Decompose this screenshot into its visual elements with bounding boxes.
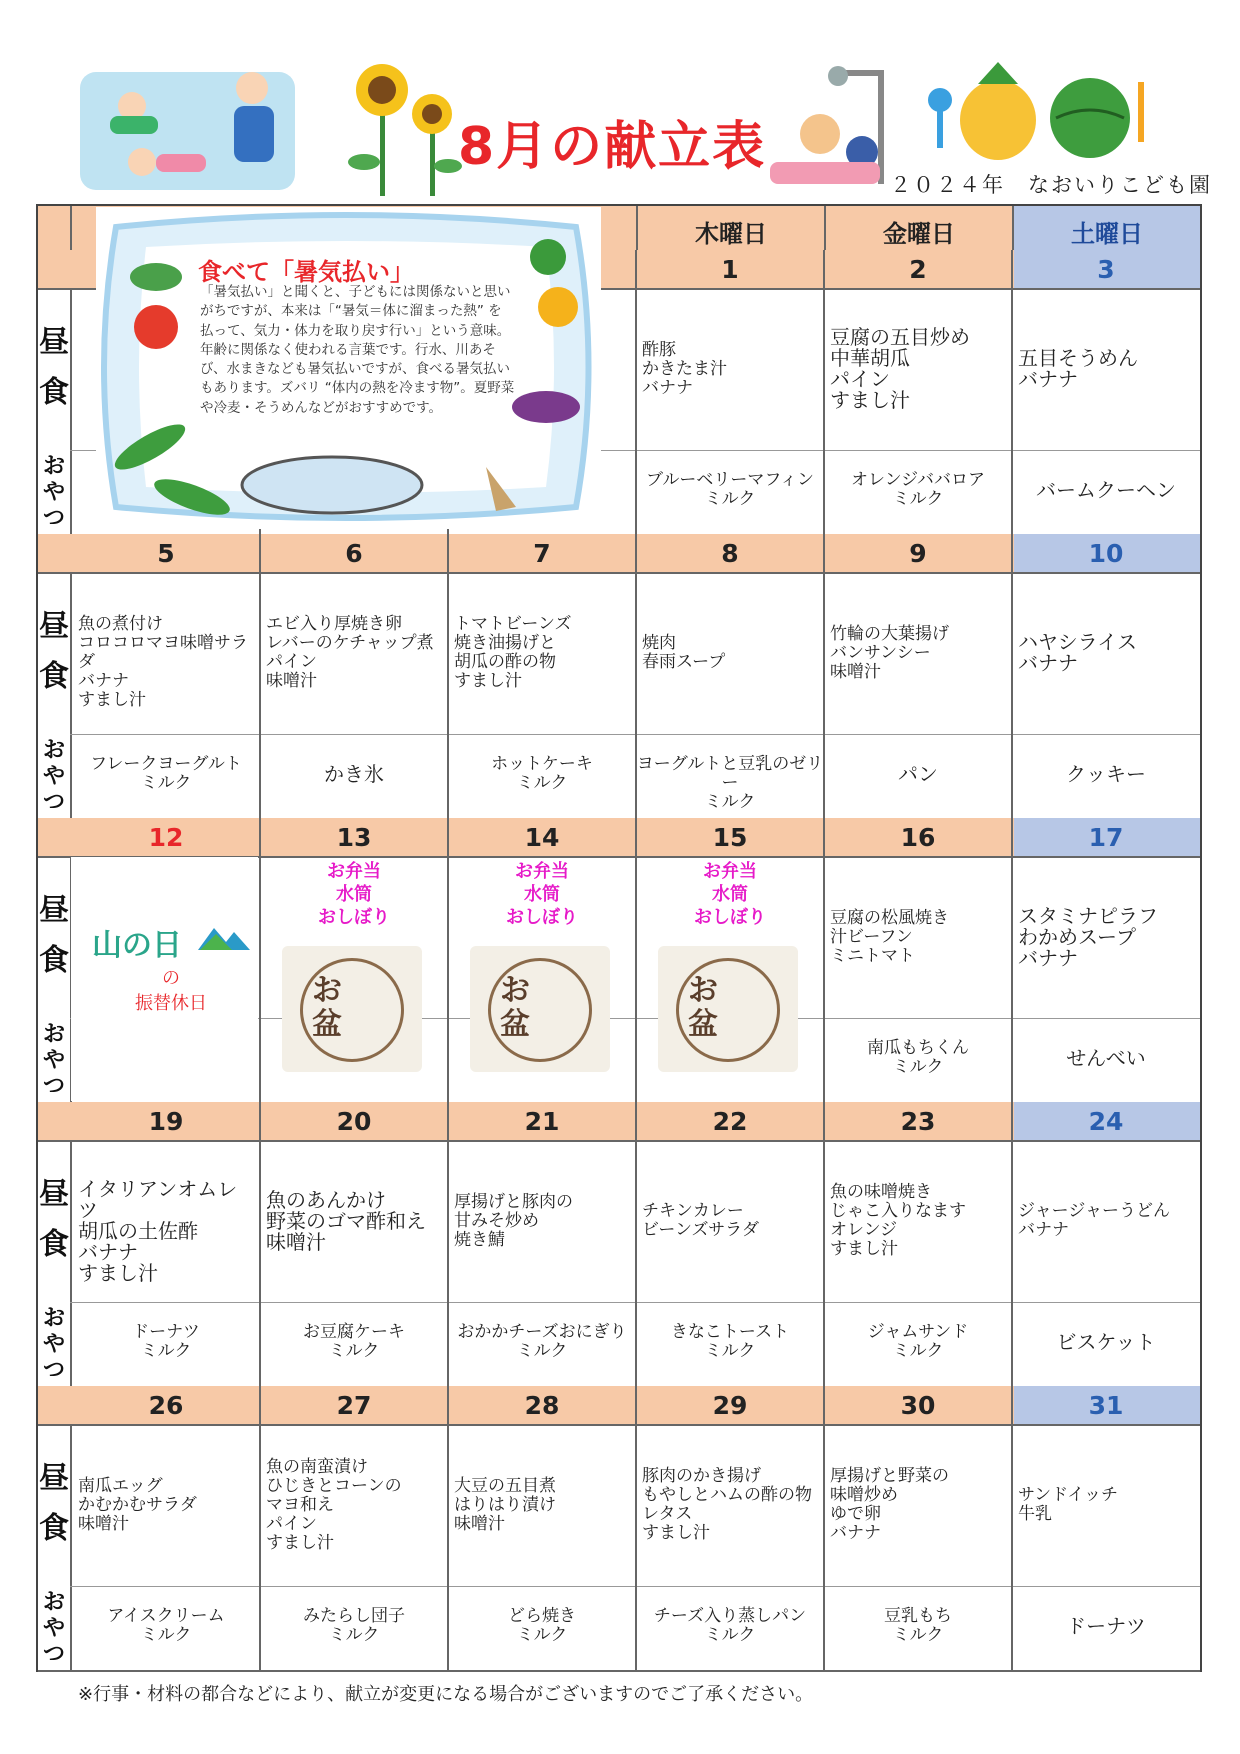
row-label-lunch: 昼 食 bbox=[39, 1461, 69, 1546]
snack-menu: みたらし団子 ミルク bbox=[303, 1606, 405, 1645]
lunch-menu: 南瓜エッグ かむかむサラダ 味噌汁 bbox=[78, 1475, 197, 1534]
snack-menu: ビスケット bbox=[1056, 1329, 1156, 1354]
date-row-line bbox=[38, 1424, 1200, 1426]
row-label-snack: お や つ bbox=[42, 1306, 65, 1383]
weekday-saturday: 土曜日 bbox=[1071, 220, 1143, 248]
date-number: 3 bbox=[1097, 255, 1115, 284]
date-number: 27 bbox=[336, 1391, 372, 1420]
obon-image bbox=[282, 946, 422, 1072]
date-number: 29 bbox=[712, 1391, 748, 1420]
weekday-friday: 金曜日 bbox=[883, 220, 955, 248]
weekday-thursday: 木曜日 bbox=[695, 220, 767, 248]
lunch-menu: サンドイッチ 牛乳 bbox=[1018, 1485, 1118, 1524]
snack-menu: かき氷 bbox=[324, 761, 384, 786]
info-box-body: 「暑気払い」と聞くと、子どもには関係ないと思いがちですが、本来は「“暑気＝体に溜まった熱” を払って、気力・体力を取り戻す行い」という意味。年齢に関係なく使われる言葉です。行水、川あそび、水まきなども暑気払いですが、食べる暑気払いもあります。ズバリ “体内の熱を冷ます物”。夏野菜や冷麦・そうめんなどがおすすめです。 bbox=[200, 284, 515, 416]
lunch-menu: 厚揚げと豚肉の 甘みそ炒め 焼き鯖 bbox=[454, 1191, 573, 1250]
lunch-menu: 焼肉 春雨スープ bbox=[642, 633, 726, 672]
lunch-menu: トマトビーンズ 焼き油揚げと 胡瓜の酢の物 すまし汁 bbox=[454, 614, 572, 691]
snack-menu: クッキー bbox=[1066, 761, 1146, 786]
snack-menu: ホットケーキ ミルク bbox=[491, 754, 593, 793]
obon-image-label: お 盆 bbox=[312, 973, 342, 1042]
pool-illustration bbox=[80, 66, 295, 194]
obon-image-label: お 盆 bbox=[500, 973, 530, 1042]
lunch-menu: ハヤシライス バナナ bbox=[1018, 630, 1137, 675]
snack-menu: どら焼き ミルク bbox=[508, 1606, 576, 1645]
snack-menu: ドーナツ ミルク bbox=[132, 1322, 200, 1361]
snack-menu: ヨーグルトと豆乳のゼリー ミルク bbox=[636, 754, 824, 812]
lunch-menu: 酢豚 かきたま汁 バナナ bbox=[642, 339, 727, 398]
date-number: 5 bbox=[157, 539, 175, 568]
lunch-menu: 魚の南蛮漬け ひじきとコーンの マヨ和え パイン すまし汁 bbox=[266, 1456, 402, 1553]
date-number: 7 bbox=[533, 539, 551, 568]
date-number: 21 bbox=[524, 1107, 560, 1136]
holiday-title: 山の日 bbox=[92, 928, 182, 963]
sunflower-illustration bbox=[344, 62, 462, 196]
row-label-snack: お や つ bbox=[42, 1022, 65, 1099]
lunch-menu: 豚肉のかき揚げ もやしとハムの酢の物 レタス すまし汁 bbox=[642, 1466, 812, 1543]
date-number: 17 bbox=[1088, 823, 1124, 852]
date-number: 12 bbox=[148, 823, 184, 852]
shower-illustration bbox=[760, 62, 890, 188]
row-label-snack: お や つ bbox=[42, 454, 65, 531]
lunch-menu: 五目そうめん バナナ bbox=[1018, 346, 1138, 391]
obon-image bbox=[658, 946, 798, 1072]
lunch-menu: 豆腐の五目炒め 中華胡瓜 パイン すまし汁 bbox=[830, 325, 970, 412]
date-number: 14 bbox=[524, 823, 560, 852]
header-divider bbox=[824, 206, 826, 250]
date-number: 30 bbox=[900, 1391, 936, 1420]
lunch-menu: ジャージャーうどん バナナ bbox=[1018, 1201, 1170, 1240]
snack-menu: 南瓜もちくん ミルク bbox=[867, 1038, 969, 1077]
lunch-menu: 魚のあんかけ 野菜のゴマ酢和え 味噌汁 bbox=[266, 1187, 426, 1254]
obon-image-label: お 盆 bbox=[688, 973, 718, 1042]
date-number: 23 bbox=[900, 1107, 936, 1136]
lunch-menu: 大豆の五目煮 はりはり漬け 味噌汁 bbox=[454, 1475, 556, 1534]
lunch-menu: スタミナピラフ わかめスープ バナナ bbox=[1018, 903, 1158, 970]
date-number: 31 bbox=[1088, 1391, 1124, 1420]
date-number: 13 bbox=[336, 823, 372, 852]
date-number: 24 bbox=[1088, 1107, 1124, 1136]
row-label-snack: お や つ bbox=[42, 1590, 65, 1667]
snack-menu: ブルーベリーマフィン ミルク bbox=[646, 470, 814, 509]
obon-note: お弁当 水筒 おしぼり bbox=[506, 861, 578, 928]
date-number: 15 bbox=[712, 823, 748, 852]
date-number: 19 bbox=[148, 1107, 184, 1136]
mountain-icon bbox=[198, 922, 250, 950]
row-label-lunch: 昼 食 bbox=[39, 1177, 69, 1262]
lunch-menu: 豆腐の松風焼き 汁ビーフン ミニトマト bbox=[830, 907, 949, 966]
snack-menu: オレンジババロア ミルク bbox=[851, 470, 985, 509]
date-row-line bbox=[38, 1140, 1200, 1142]
snack-menu: アイスクリーム ミルク bbox=[107, 1606, 225, 1645]
date-row-line bbox=[38, 572, 1200, 574]
snack-menu: ジャムサンド ミルク bbox=[867, 1322, 969, 1361]
snack-menu: せんべい bbox=[1066, 1045, 1146, 1070]
holiday-subtitle: の 振替休日 bbox=[135, 968, 207, 1014]
date-number: 22 bbox=[712, 1107, 748, 1136]
date-number: 9 bbox=[909, 539, 927, 568]
snack-menu: おかかチーズおにぎり ミルク bbox=[457, 1322, 627, 1361]
lunch-menu: 厚揚げと野菜の 味噌炒め ゆで卵 バナナ bbox=[830, 1466, 949, 1543]
row-label-lunch: 昼 食 bbox=[39, 893, 69, 978]
header-divider bbox=[636, 206, 638, 250]
snack-menu: フレークヨーグルト ミルク bbox=[90, 754, 242, 793]
date-number: 16 bbox=[900, 823, 936, 852]
row-label-snack: お や つ bbox=[42, 738, 65, 815]
header-divider bbox=[1012, 206, 1014, 250]
info-box-title: 食べて「暑気払い」 bbox=[198, 258, 414, 286]
date-number: 1 bbox=[721, 255, 739, 284]
date-number: 26 bbox=[148, 1391, 184, 1420]
snack-menu: チーズ入り蒸しパン ミルク bbox=[653, 1606, 807, 1645]
obon-note: お弁当 水筒 おしぼり bbox=[318, 861, 390, 928]
week-bottom-line bbox=[38, 1670, 1200, 1672]
notice-text: ※行事・材料の都合などにより、献立が変更になる場合がございますのでご了承ください。 bbox=[78, 1684, 814, 1705]
snack-menu: 豆乳もち ミルク bbox=[884, 1606, 952, 1645]
date-number: 6 bbox=[345, 539, 363, 568]
obon-image bbox=[470, 946, 610, 1072]
snack-menu: きなこトースト ミルク bbox=[670, 1322, 790, 1361]
lunch-menu: 魚の味噌焼き じゃこ入りなます オレンジ すまし汁 bbox=[830, 1182, 966, 1259]
date-number: 28 bbox=[524, 1391, 560, 1420]
page-title: 8月の献立表 bbox=[458, 117, 767, 177]
lunch-menu: 竹輪の大葉揚げ バンサンシー 味噌汁 bbox=[830, 623, 949, 682]
date-number: 10 bbox=[1088, 539, 1124, 568]
date-number: 20 bbox=[336, 1107, 372, 1136]
snack-menu: お豆腐ケーキ ミルク bbox=[303, 1322, 405, 1361]
lunch-menu: チキンカレー ビーンズサラダ bbox=[642, 1201, 759, 1240]
lunch-menu: 魚の煮付け コロコロマヨ味噌サラダ バナナ すまし汁 bbox=[78, 614, 248, 710]
date-number: 2 bbox=[909, 255, 927, 284]
snack-menu: パン bbox=[898, 761, 938, 786]
lunch-menu: エビ入り厚焼き卵 レバーのケチャップ煮 パイン 味噌汁 bbox=[266, 614, 434, 691]
snack-menu: ドーナツ bbox=[1066, 1613, 1146, 1638]
fruit-characters-illustration bbox=[926, 62, 1156, 162]
page-subtitle: ２０２４年 なおいりこども園 bbox=[890, 173, 1212, 197]
row-label-lunch: 昼 食 bbox=[39, 609, 69, 694]
snack-menu: バームクーヘン bbox=[1036, 477, 1176, 502]
date-number: 8 bbox=[721, 539, 739, 568]
obon-note: お弁当 水筒 おしぼり bbox=[694, 861, 766, 928]
lunch-menu: イタリアンオムレツ 胡瓜の土佐酢 バナナ すまし汁 bbox=[78, 1177, 238, 1285]
row-label-lunch: 昼 食 bbox=[39, 325, 69, 410]
